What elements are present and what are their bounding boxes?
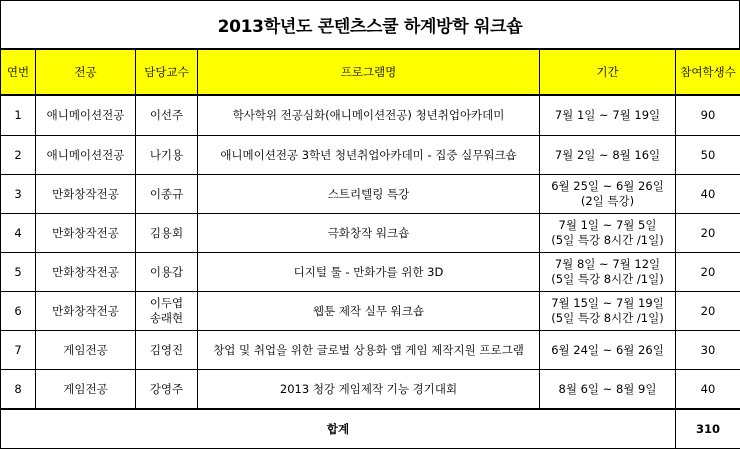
period-text: 7월 2일 ~ 8월 16일 [554, 147, 661, 162]
cell-no: 1 [1, 95, 36, 136]
cell-major: 애니메이션전공 [36, 136, 136, 175]
cell-no: 2 [1, 136, 36, 175]
professor-name: 김용회 [149, 225, 184, 240]
cell-students: 40 [676, 175, 740, 214]
professor-name: 이용갑 [149, 264, 184, 279]
professor-name: 강영주 [149, 381, 184, 396]
header-period: 기간 [540, 49, 676, 95]
cell-professor [136, 292, 198, 331]
cell-students: 90 [676, 95, 740, 136]
period-text: (5일 특강 8시간 /1일) [551, 272, 664, 286]
cell-no: 7 [1, 331, 36, 370]
cell-no: 6 [1, 292, 36, 331]
cell-program: 디지털 툴 - 만화가를 위한 3D [198, 253, 540, 292]
professor-name: 이종규 [149, 186, 184, 201]
header-row [1, 49, 740, 95]
table-row [1, 175, 740, 214]
table-row [1, 214, 740, 253]
table-row [1, 370, 740, 410]
cell-major: 만화창작전공 [36, 175, 136, 214]
professor-name: 송래현 [149, 311, 184, 325]
cell-program: 극화창작 워크숍 [198, 214, 540, 253]
header-students: 참여학생수 [676, 49, 740, 95]
cell-professor [136, 331, 198, 370]
cell-period [540, 214, 676, 253]
cell-no: 8 [1, 370, 36, 410]
table-row [1, 136, 740, 175]
cell-students: 40 [676, 370, 740, 410]
professor-name: 나기용 [149, 147, 184, 162]
cell-students: 20 [676, 214, 740, 253]
table-row [1, 331, 740, 370]
professor-name: 이선주 [149, 108, 184, 122]
cell-program: 2013 청강 게임제작 기능 경기대회 [198, 370, 540, 410]
cell-professor [136, 253, 198, 292]
table-row [1, 292, 740, 331]
cell-professor [136, 214, 198, 253]
cell-professor [136, 175, 198, 214]
cell-major: 만화창작전공 [36, 214, 136, 253]
header-major: 전공 [36, 49, 136, 95]
document-title: 2013학년도 콘텐츠스쿨 하계방학 워크숍 [0, 0, 740, 48]
cell-program: 창업 및 취업을 위한 글로벌 상용화 앱 게임 제작지원 프로그램 [198, 331, 540, 370]
table-row [1, 95, 740, 136]
period-text: 7월 1일 ~ 7월 19일 [554, 108, 661, 122]
table-row [1, 253, 740, 292]
cell-students: 20 [676, 292, 740, 331]
period-text: 8월 6일 ~ 8월 9일 [558, 381, 657, 396]
cell-professor [136, 370, 198, 410]
cell-program: 애니메이션전공 3학년 청년취업아카데미 - 집중 실무워크숍 [198, 136, 540, 175]
cell-professor [136, 95, 198, 136]
cell-period [540, 136, 676, 175]
period-text: 7월 1일 ~ 7월 5일 [558, 218, 657, 232]
cell-no: 5 [1, 253, 36, 292]
cell-students: 50 [676, 136, 740, 175]
period-text: 6월 24일 ~ 6월 26일 [551, 342, 664, 357]
period-text: 6월 25일 ~ 6월 26일 [551, 179, 664, 193]
cell-period [540, 331, 676, 370]
period-text: 7월 15일 ~ 7월 19일 [551, 296, 664, 310]
cell-students: 30 [676, 331, 740, 370]
cell-no: 3 [1, 175, 36, 214]
cell-major: 애니메이션전공 [36, 95, 136, 136]
cell-major: 만화창작전공 [36, 292, 136, 331]
header-no: 연번 [1, 49, 36, 95]
period-text: (5일 특강 8시간 /1일) [551, 311, 664, 325]
cell-major: 게임전공 [36, 331, 136, 370]
period-text: (5일 특강 8시간 /1일) [551, 233, 664, 247]
professor-name: 이두엽 [149, 296, 184, 310]
cell-program: 웹툰 제작 실무 워크숍 [198, 292, 540, 331]
cell-period [540, 370, 676, 410]
cell-period [540, 175, 676, 214]
total-students: 310 [676, 409, 740, 449]
cell-period [540, 95, 676, 136]
cell-major: 만화창작전공 [36, 253, 136, 292]
cell-major: 게임전공 [36, 370, 136, 410]
cell-students: 20 [676, 253, 740, 292]
workshop-table [0, 48, 740, 449]
period-text: 7월 8일 ~ 7월 12일 [554, 257, 661, 271]
period-text: (2일 특강) [580, 194, 635, 208]
cell-professor [136, 136, 198, 175]
cell-period [540, 253, 676, 292]
professor-name: 김영진 [149, 342, 184, 357]
total-label: 합계 [1, 409, 676, 449]
total-row [1, 409, 740, 449]
header-professor: 담당교수 [136, 49, 198, 95]
header-program: 프로그램명 [198, 49, 540, 95]
cell-program: 학사학위 전공심화(애니메이션전공) 청년취업아카데미 [198, 95, 540, 136]
cell-period [540, 292, 676, 331]
cell-program: 스트리텔링 특강 [198, 175, 540, 214]
cell-no: 4 [1, 214, 36, 253]
